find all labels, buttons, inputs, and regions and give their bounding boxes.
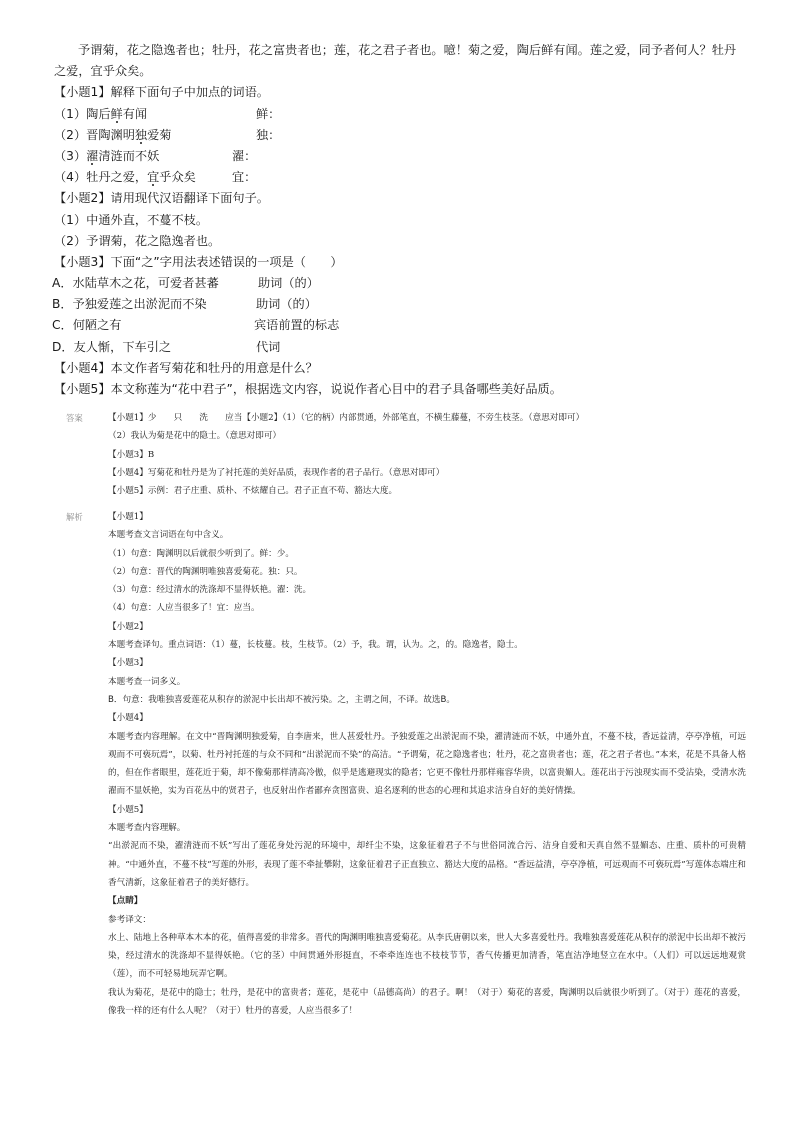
q1-item: （1）陶后鲜有闻 鲜：: [54, 106, 281, 121]
answer-line: 【小题4】写菊花和牡丹是为了衬托莲的美好品质，表现作者的君子品行。（意思对即可）: [108, 467, 445, 478]
analysis-subtitle: 【小题1】: [108, 512, 148, 522]
analysis-subtitle: 【小题3】: [108, 658, 148, 669]
reference-title: 参考译文：: [108, 914, 151, 925]
emphasis-dot-char: 濯: [86, 148, 99, 163]
question-section: [54, 40, 744, 400]
answer-line: 【小题3】B: [108, 449, 155, 460]
tip-title: 【点睛】: [108, 896, 143, 907]
q2-item: （2）予谓菊，花之隐逸者也。: [54, 233, 221, 248]
q3-option: D．友人惭，下车引之 代词: [52, 339, 281, 354]
analysis-line: （3）句意：经过清水的洗涤却不显得妖艳。濯：洗。: [108, 585, 312, 596]
emphasis-dot-char: 鲜: [110, 106, 123, 121]
emphasis-dot-char: 独: [134, 127, 148, 142]
q1-item: （3）濯清涟而不妖 濯：: [54, 148, 257, 163]
q3-title: 【小题3】下面“之”字用法表述错误的一项是（ ）: [54, 254, 343, 269]
q3-option: C．何陋之有 宾语前置的标志: [52, 318, 340, 333]
analysis-subtitle: 【小题2】: [108, 621, 148, 632]
analysis-line: B．句意：我唯独喜爱莲花从积存的淤泥中长出却不被污染。之，主谓之间，不译。故选B。: [108, 694, 455, 705]
answer-line: 【小题1】少 只 洗 应当【小题2】（1）（它的柄）内部贯通，外部笔直，不横生藤蔓，不旁生枝茎。（意思对即可）: [108, 413, 585, 423]
analysis-line: （4）句意：人应当很多了！宜：应当。: [108, 603, 260, 614]
analysis-paragraph: “出淤泥而不染，濯清涟而不妖”写出了莲花身处污泥的环境中，却纤尘不染，这象征着君子不与世俗同流合污、洁身自爱和天真自然不显媚态、庄重、质朴的可贵精神。“中通外直，不蔓不枝”写莲的外形，表现了莲不牵扯攀附，这象征着君子正直独立、豁达大度的品格。“香远益清，亭亭净植，可远观而不可亵玩焉”写莲体态端庄和香气清新，这象征着君子的美好德行。: [108, 841, 746, 888]
reference-translation: 我认为菊花，是花中的隐士；牡丹，是花中的富贵者；莲花，是花中（品德高尚）的君子。啊！（对于）菊花的喜爱，陶渊明以后就很少听到了。（对于）莲花的喜爱，像我一样的还有什么人呢？（对于）牡丹的喜爱，人应当很多了！: [108, 987, 746, 1017]
q2-title: 【小题2】请用现代汉语翻译下面句子。: [54, 191, 269, 206]
analysis-subtitle: 【小题4】: [108, 713, 148, 724]
analysis-line: （1）句意：陶渊明以后就很少听到了。鲜：少。: [108, 548, 294, 559]
answer-line: 【小题5】示例：君子庄重、质朴、不炫耀自己。君子正直不苟、豁达大度。: [108, 486, 398, 497]
analysis-line: 本题考查一词多义。: [108, 676, 186, 687]
analysis-line: （2）句意：晋代的陶渊明唯独喜爱菊花。独：只。: [108, 566, 303, 577]
answer-section: [66, 409, 746, 500]
q4-title: 【小题4】本文作者写菊花和牡丹的用意是什么？: [54, 360, 318, 375]
q3-option: A．水陆草木之花，可爱者甚蕃 助词（的）: [52, 276, 319, 291]
analysis-line: 本题考查内容理解。: [108, 823, 186, 834]
analysis-paragraph: 本题考查内容理解。在文中“晋陶渊明独爱菊，自李唐来，世人甚爱牡丹。予独爱莲之出淤泥而不染，濯清涟而不妖，中通外直，不蔓不枝，香远益清，亭亭净植，可远观而不可亵玩焉”，以菊、牡丹衬托莲的与众不同和“出淤泥而不染”的高洁。“予谓菊，花之隐逸者也；牡丹，花之富贵者也；莲，花之君子者也。”本来，花是不具备人格的，但在作者眼里，莲花近于菊，却不像菊那样清高冷傲，似乎是逃避现实的隐者；它更不像牡丹那样雍容华贵，以富贵媚人。莲花出于污浊现实而不受沾染，受清水洗濯而不显妖艳，实为百花丛中的贤君子，也反射出作者鄙弃贪图富贵、追名逐利的世态的心理和其追求洁身自好的美好情操。: [108, 731, 746, 797]
analysis-subtitle: 【小题5】: [108, 804, 148, 815]
q3-option: B．予独爱莲之出淤泥而不染 助词（的）: [52, 297, 317, 312]
reference-translation: 水上、陆地上各种草本木本的花，值得喜爱的非常多。晋代的陶渊明唯独喜爱菊花。从李氏唐朝以来，世人大多喜爱牡丹。我唯独喜爱莲花从积存的淤泥中长出却不被污染，经过清水的洗涤却不显得妖艳。（它的茎）中间贯通外形挺直，不牵牵连连也不枝枝节节，香气传播更加清香，笔直洁净地竖立在水中。（人们）可以远远地观赏（莲），而不可轻易地玩弄它啊。: [108, 932, 746, 980]
q1-item: （2）晋陶渊明独爱菊 独：: [54, 127, 281, 142]
answer-label: 答案: [66, 413, 83, 423]
q1-title: 【小题1】解释下面句子中加点的词语。: [54, 85, 269, 100]
analysis-section: [66, 508, 746, 1020]
q5-title: 【小题5】本文称莲为“花中君子”，根据选文内容，说说作者心目中的君子具备哪些美好品质。: [54, 382, 562, 397]
emphasis-dot-char: 宜: [147, 170, 160, 185]
analysis-line: 本题考查文言词语在句中含义。: [108, 530, 229, 541]
analysis-label: 解析: [66, 512, 83, 522]
analysis-line: 本题考查译句。重点词语：（1）蔓，长枝蔓。枝，生枝节。（2）予，我。谓，认为。之，的。隐逸者，隐士。: [108, 640, 523, 651]
q1-item: （4）牡丹之爱，宜乎众矣 宜：: [54, 170, 257, 185]
answer-line: （2）我认为菊是花中的隐士。（意思对即可）: [108, 431, 282, 442]
q2-item: （1）中通外直，不蔓不枝。: [54, 212, 209, 227]
passage-text: 予谓菊，花之隐逸者也；牡丹，花之富贵者也；莲，花之君子者也。噫！菊之爱，陶后鲜有闻。莲之爱，同予者何人？牡丹之爱，宜乎众矣。: [54, 43, 737, 79]
